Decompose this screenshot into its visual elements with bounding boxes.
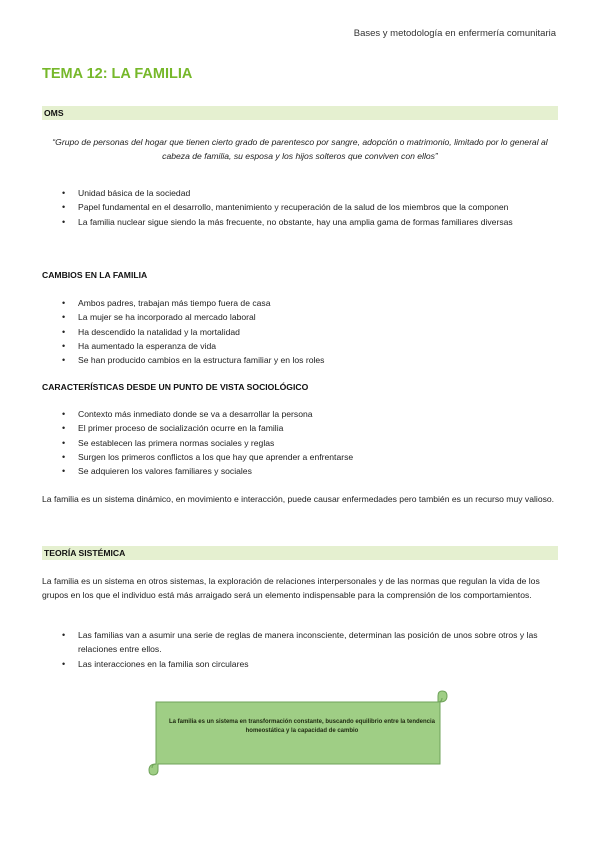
- list-item: • Ha aumentado la esperanza de vida: [0, 339, 558, 353]
- list-item: • Se han producido cambios en la estructura familiar y en los roles: [0, 353, 558, 367]
- list-item: • Las interacciones en la familia son circulares: [0, 657, 558, 671]
- scroll-banner-text: La familia es un sistema en transformación constante, buscando equilibrio entre la tendencia homeostática y la capacidad de cambio: [168, 719, 436, 734]
- list-item: • Papel fundamental en el desarrollo, mantenimiento y recuperación de la salud de los miembros que la componen: [0, 200, 558, 214]
- list-item: • La familia nuclear sigue siendo la más frecuente, no obstante, hay una amplia gama de formas familiares diversas: [0, 215, 558, 229]
- section-heading-cambios: CAMBIOS EN LA FAMILIA: [42, 270, 148, 280]
- caracteristicas-paragraph: La familia es un sistema dinámico, en movimiento e interacción, puede causar enfermedades pero también es un recurso muy valioso.: [42, 494, 555, 504]
- caracteristicas-bullet-list: [0, 407, 558, 478]
- cambios-bullet-list: [0, 296, 558, 367]
- list-item: • El primer proceso de socialización ocurre en la familia: [0, 421, 558, 435]
- oms-definition-quote: “Grupo de personas del hogar que tienen cierto grado de parentesco por sangre, adopción o matrimonio, limitado por lo general al cabeza de familia, su esposa y los hijos solteros que conviven con ellos”: [52, 137, 548, 161]
- list-item: • Se adquieren los valores familiares y sociales: [0, 464, 558, 478]
- running-header: Bases y metodología en enfermería comunitaria: [353, 28, 556, 39]
- list-item: • Contexto más inmediato donde se va a desarrollar la persona: [0, 407, 558, 421]
- list-item: • Ha descendido la natalidad y la mortalidad: [0, 325, 558, 339]
- teoria-paragraph: La familia es un sistema en otros sistemas, la exploración de relaciones interpersonales y de las normas que regulan la vida de los grupos en los que el individuo está más arraigado será un elemento indispensable para la comprensión de los comportamientos.: [42, 576, 540, 601]
- list-item: • Las familias van a asumir una serie de reglas de manera inconsciente, determinan las posición de unos sobre otros y las relaciones entre ellos.: [0, 628, 558, 657]
- list-item: • Ambos padres, trabajan más tiempo fuera de casa: [0, 296, 558, 310]
- list-item: • Unidad básica de la sociedad: [0, 186, 558, 200]
- list-item: • Se establecen las primera normas sociales y reglas: [0, 436, 558, 450]
- list-item: • La mujer se ha incorporado al mercado laboral: [0, 310, 558, 324]
- oms-bullet-list: [0, 186, 558, 229]
- teoria-bullet-list: [0, 628, 558, 671]
- section-heading-caracteristicas: CARACTERÍSTICAS DESDE UN PUNTO DE VISTA SOCIOLÓGICO: [42, 382, 309, 392]
- list-item: • Surgen los primeros conflictos a los que hay que aprender a enfrentarse: [0, 450, 558, 464]
- section-heading-oms: OMS: [42, 106, 558, 120]
- section-heading-teoria: TEORÍA SISTÉMICA: [42, 546, 558, 560]
- page-title: TEMA 12: LA FAMILIA: [42, 66, 193, 82]
